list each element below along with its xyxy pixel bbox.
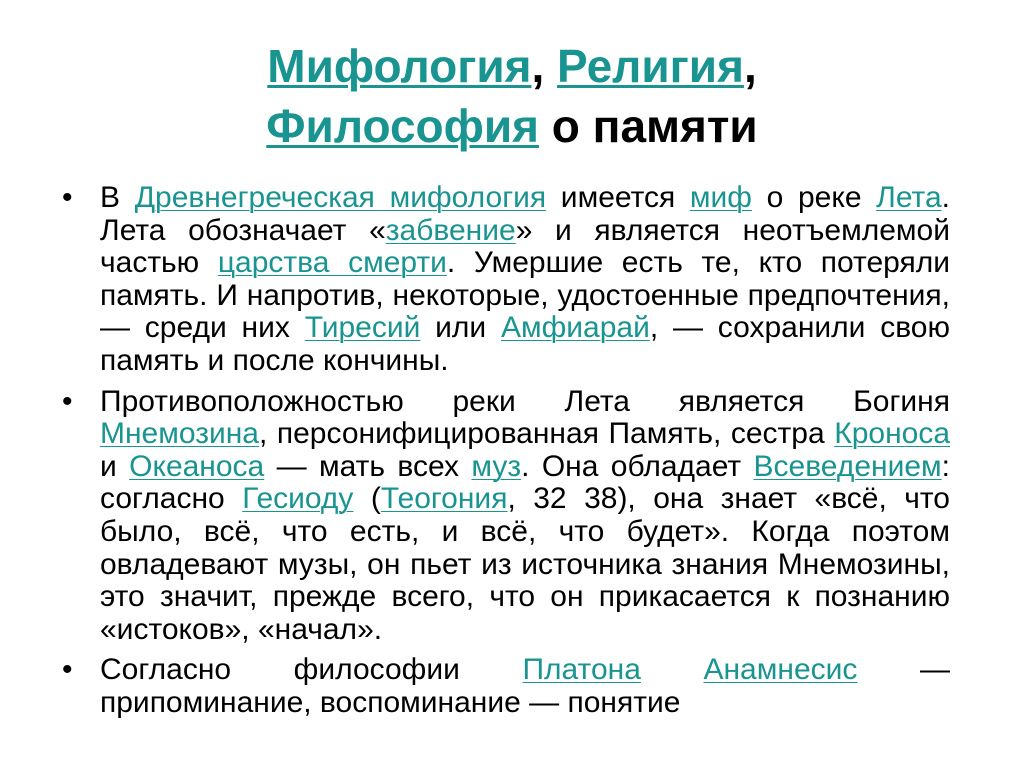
link-anamnesis[interactable]: Анамнесис [703,653,858,687]
text: , 32 38), она знает «всё, что было, всё, что есть, и всё, что будет». Когда поэтом овладевают музы, он пьет из источника знания Мнемозины, это значит, прежде всего, что он прикасается к познанию «истоков», «начал». [100,482,950,646]
text: имеется [546,181,690,214]
link-oceanus[interactable]: Океаноса [129,449,265,483]
text [641,653,704,686]
bullet-mnemosyne [100,386,950,647]
text: и [100,449,130,483]
link-theogony[interactable]: Теогония [380,482,508,516]
title-tail: о памяти [539,100,758,152]
link-amphiaraus[interactable]: Амфиарай [500,311,650,345]
text: , — сохранили свою память и после кончины. [100,311,950,377]
text: В [100,181,135,214]
link-cronus[interactable]: Кроноса [834,417,950,451]
link-omniscience[interactable]: Всеведением [753,449,942,483]
text: — мать всех [264,449,472,483]
link-realm-of-death[interactable]: царства смерти [217,246,447,280]
link-muses[interactable]: муз [471,449,522,483]
link-mythology[interactable]: Мифология [267,40,532,92]
slide-title [0,36,1024,156]
link-hesiod[interactable]: Гесиоду [242,482,354,516]
link-philosophy[interactable]: Философия [266,100,539,152]
text: Согласно философии [100,653,523,687]
link-religion[interactable]: Религия [557,40,744,92]
title-separator: , [531,40,558,92]
bullet-plato [100,654,950,719]
link-greek-mythology[interactable]: Древнегреческая мифология [134,181,547,214]
text: . Умершие есть те, кто потеряли память. И напротив, некоторые, удостоенные предпочтения, — среди них [100,246,950,345]
title-separator: , [743,40,757,92]
text: Противоположностью реки Лета является Богиня [100,384,950,418]
text: . Лета обозначает « [100,181,950,247]
text: о реке [751,181,877,214]
bullet-lethe [100,182,950,378]
link-lethe[interactable]: Лета [876,181,942,214]
text: » и является неотъемлемой частью [100,213,950,280]
text: ( [353,482,381,516]
link-tiresias[interactable]: Тиресий [304,311,421,345]
text: или [420,311,501,345]
link-oblivion[interactable]: забвение [385,213,516,247]
link-plato[interactable]: Платона [522,653,641,687]
text: — припоминание, воспоминание — понятие [100,653,950,719]
link-myth[interactable]: миф [689,181,752,214]
link-mnemosyne[interactable]: Мнемозина [100,417,259,451]
text: : согласно [100,449,950,516]
text: . Она обладает [521,449,754,483]
bullet-list [100,182,950,728]
text: , персонифицированная Память, сестра [258,417,835,451]
